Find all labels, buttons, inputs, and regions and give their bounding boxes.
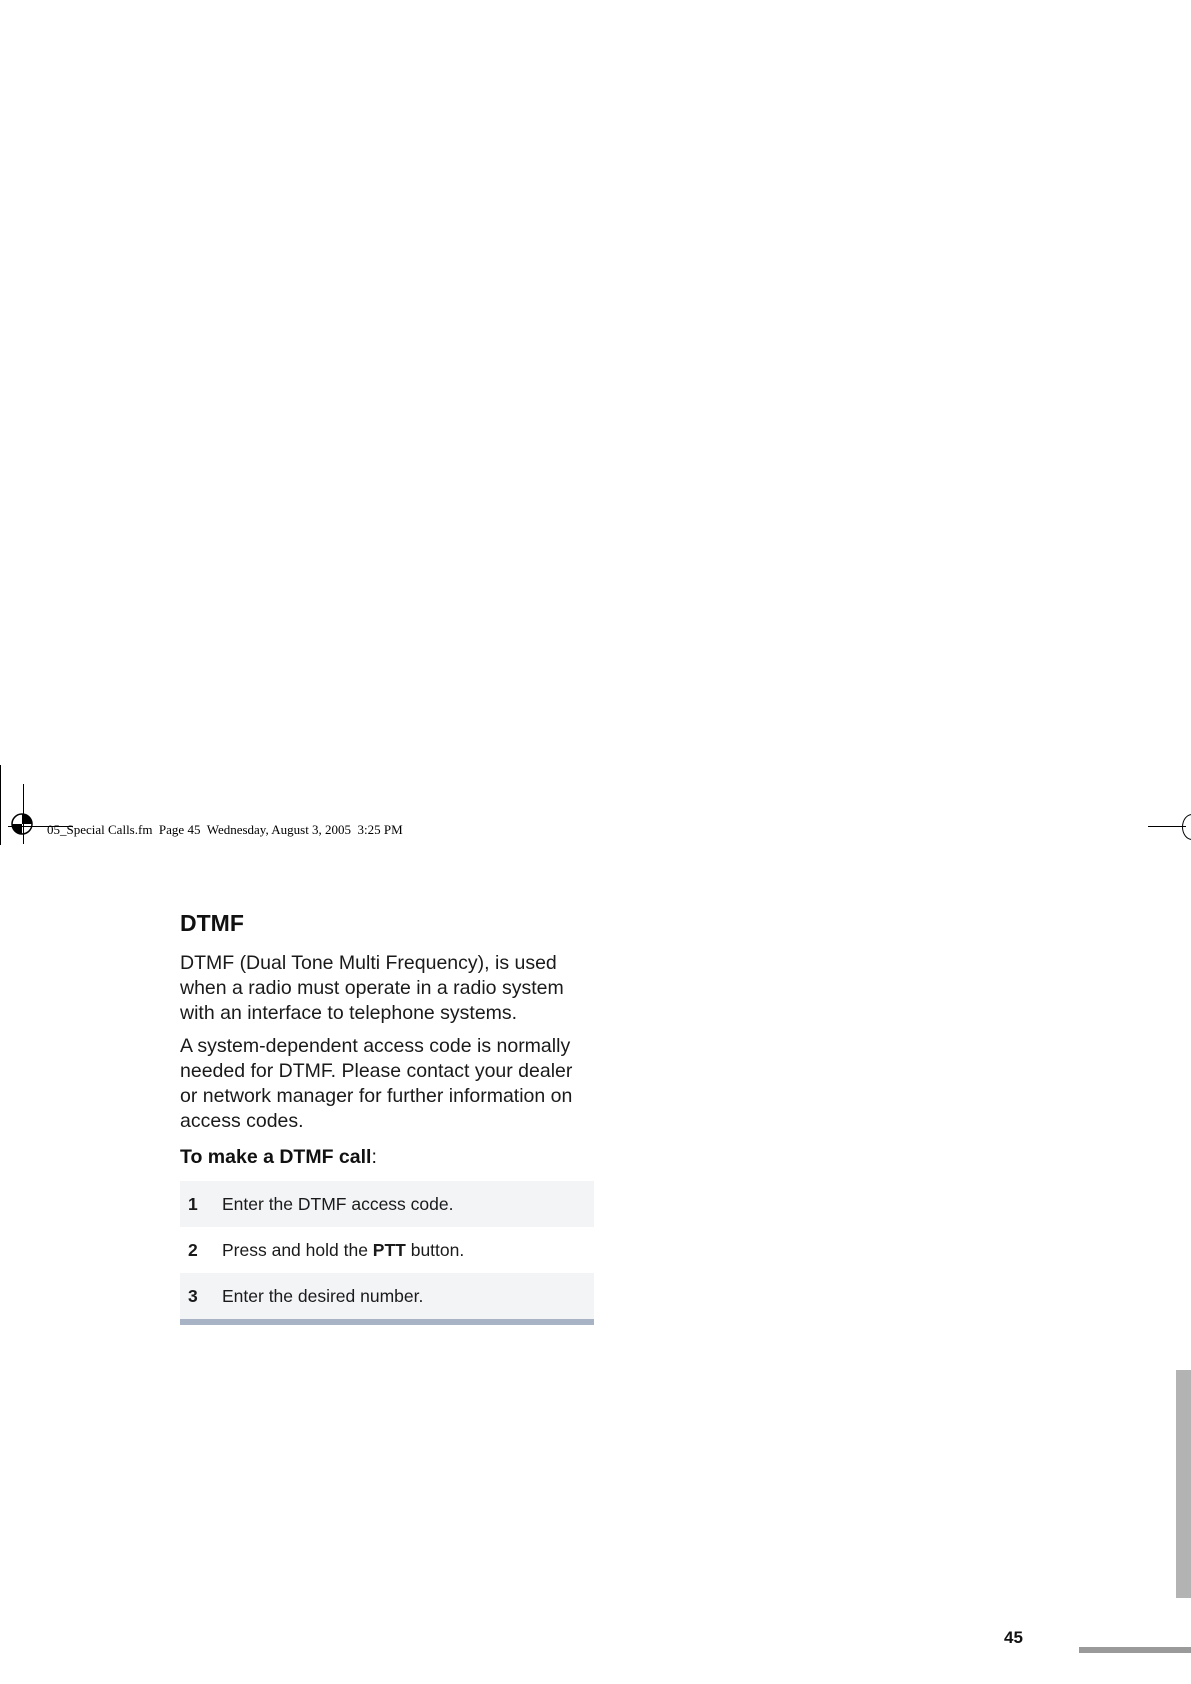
- step-number: 1: [188, 1193, 198, 1214]
- step-text: Enter the DTMF access code.: [222, 1193, 454, 1214]
- footer-bar: [1079, 1647, 1191, 1653]
- content-column: [180, 910, 595, 1325]
- section-title: DTMF: [180, 910, 244, 936]
- step-row: [180, 1227, 594, 1273]
- step-text: [222, 1240, 464, 1261]
- procedure-title: [180, 1146, 595, 1169]
- print-header: 05_Special Calls.fm Page 45 Wednesday, August 3, 2005 3:25 PM: [47, 822, 403, 837]
- step-text: Enter the desired number.: [222, 1285, 424, 1306]
- registration-target-icon: [1182, 814, 1191, 840]
- page-number: 45: [1004, 1628, 1023, 1647]
- paragraph: DTMF (Dual Tone Multi Frequency), is used when a radio must operate in a radio system with an interface to telephone systems.: [180, 952, 564, 1024]
- step-text-part: button.: [405, 1239, 465, 1260]
- step-row: [180, 1273, 594, 1319]
- step-text-part: Press and hold the: [222, 1239, 373, 1260]
- procedure-title-suffix: :: [371, 1146, 377, 1168]
- step-row: [180, 1181, 594, 1227]
- registration-target-icon: [8, 810, 36, 838]
- step-number: 3: [188, 1285, 198, 1306]
- crop-mark: [0, 765, 1, 845]
- ptt-key-label: PTT: [372, 1239, 406, 1260]
- registration-mark-line: [1148, 826, 1186, 827]
- steps-table: [180, 1181, 594, 1325]
- step-number: 2: [188, 1239, 198, 1260]
- procedure-title-text: To make a DTMF call: [180, 1146, 372, 1168]
- paragraph: A system-dependent access code is normally needed for DTMF. Please contact your dealer or network manager for further information on access codes.: [180, 1035, 573, 1132]
- chapter-tab: [1176, 1370, 1191, 1598]
